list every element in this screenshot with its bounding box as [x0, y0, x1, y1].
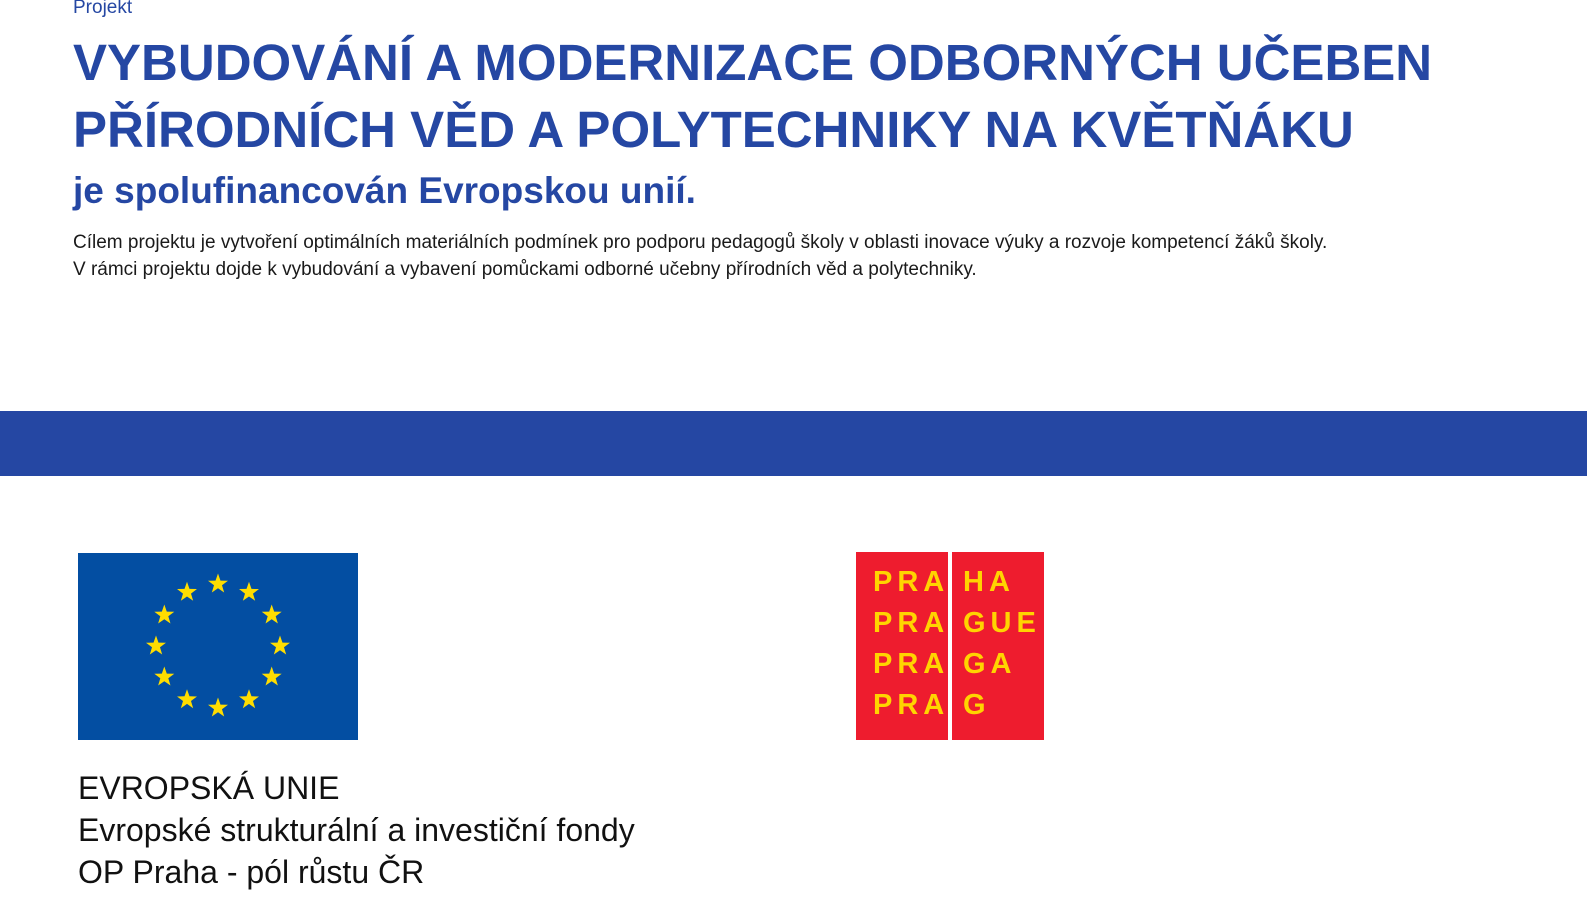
description-line-2: V rámci projektu dojde k vybudování a vybavení pomůckami odborné učebny přírodních věd a polytechniky. — [73, 259, 977, 280]
praha-logo-text: PRA — [873, 648, 950, 680]
project-title-line-2: PŘÍRODNÍCH VĚD A POLYTECHNIKY NA KVĚTŇÁKU — [73, 101, 1354, 158]
praha-logo — [856, 552, 1044, 740]
project-title — [73, 29, 1432, 163]
praha-logo-text: GA — [963, 648, 1017, 680]
praha-logo-text: GUE — [963, 607, 1041, 639]
eu-funding-text — [78, 767, 635, 893]
praha-logo-text: PRA — [873, 607, 950, 639]
project-title-line-1: VYBUDOVÁNÍ A MODERNIZACE ODBORNÝCH UČEBEN — [73, 34, 1433, 91]
eu-flag-icon — [78, 553, 358, 740]
praha-logo-left-column — [873, 562, 949, 726]
project-label: Projekt — [73, 0, 133, 18]
praha-logo-right-column — [963, 562, 1041, 726]
praha-logo-text: PRA — [873, 566, 950, 598]
blue-divider-band — [0, 411, 1587, 476]
praha-logo-text: G — [963, 689, 991, 721]
cofinanced-subtitle: je spolufinancován Evropskou unií. — [73, 170, 696, 211]
description-line-1: Cílem projektu je vytvoření optimálních materiálních podmínek pro podporu pedagogů školy v oblasti inovace výuky a rozvoje kompetencí žáků školy. — [73, 232, 1328, 253]
eu-funds: Evropské strukturální a investiční fondy — [78, 812, 635, 848]
eu-name: EVROPSKÁ UNIE — [78, 770, 340, 806]
praha-logo-text: HA — [963, 566, 1015, 598]
praha-logo-text: PRA — [873, 689, 950, 721]
project-description — [73, 229, 1327, 283]
eu-programme: OP Praha - pól růstu ČR — [78, 854, 425, 890]
